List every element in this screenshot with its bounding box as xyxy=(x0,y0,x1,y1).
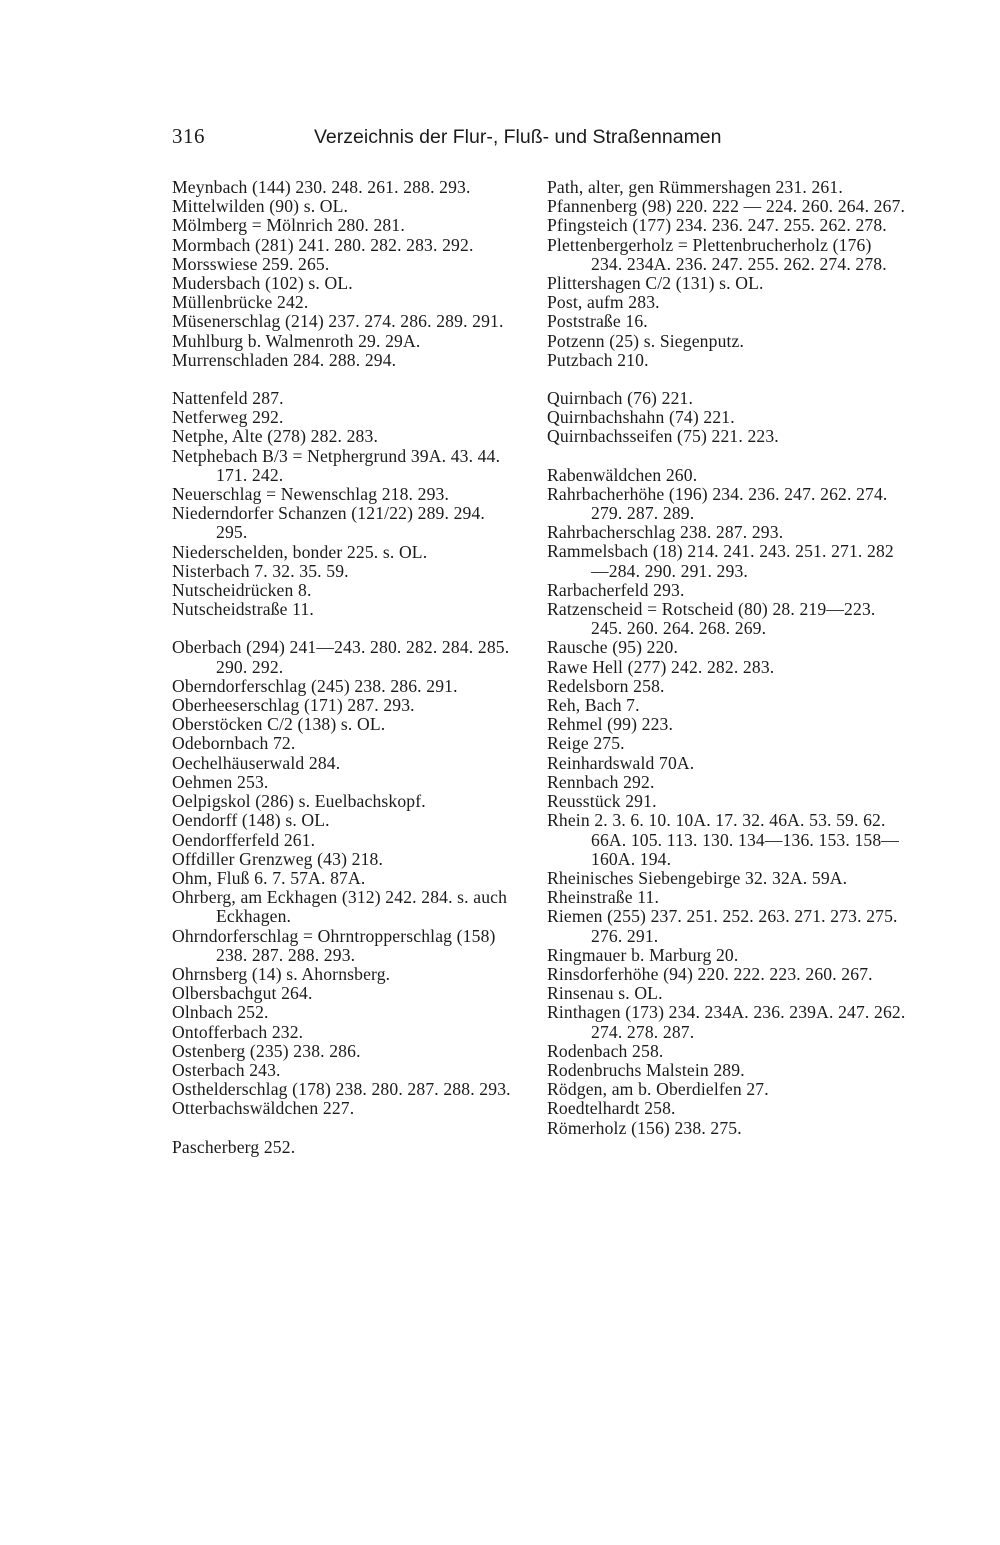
index-entry: Olnbach 252. xyxy=(172,1002,269,1023)
index-entry: Reinhardswald 70A. xyxy=(547,752,695,773)
index-column-left xyxy=(172,178,517,1157)
index-entry: Pascherberg 252. xyxy=(172,1136,296,1157)
index-entry: Ohrndorferschlag = Ohrntropperschlag (158) 238. 287. 288. 293. xyxy=(172,925,496,965)
index-entry: Nisterbach 7. 32. 35. 59. xyxy=(172,560,349,581)
index-entry: Redelsborn 258. xyxy=(547,675,665,696)
index-entry: Rabenwäldchen 260. xyxy=(547,464,698,485)
index-entry: Rhein 2. 3. 6. 10. 10A. 17. 32. 46A. 53. 59. 62. 66A. 105. 113. 130. 134—136. 153. 158—160A. 194. xyxy=(547,810,900,869)
index-entry: Poststraße 16. xyxy=(547,311,648,332)
index-entry: Ohrberg, am Eckhagen (312) 242. 284. s. auch Eckhagen. xyxy=(172,887,508,927)
index-entry: Meynbach (144) 230. 248. 261. 288. 293. xyxy=(172,177,471,197)
index-entry: Oberstöcken C/2 (138) s. OL. xyxy=(172,714,386,735)
index-entry: Odebornbach 72. xyxy=(172,733,296,754)
index-entry: Ohrnsberg (14) s. Ahornsberg. xyxy=(172,963,391,984)
index-entry: Ratzenscheid = Rotscheid (80) 28. 219—223. 245. 260. 264. 268. 269. xyxy=(547,599,876,639)
index-entry: Roedtelhardt 258. xyxy=(547,1098,676,1119)
index-entry: Rinsdorferhöhe (94) 220. 222. 223. 260. 267. xyxy=(547,963,873,984)
index-entry: Oberndorferschlag (245) 238. 286. 291. xyxy=(172,675,458,696)
index-entry: Olbersbachgut 264. xyxy=(172,983,313,1004)
index-entry: Oberbach (294) 241—243. 280. 282. 284. 285. 290. 292. xyxy=(172,637,510,677)
index-entry: Rodenbach 258. xyxy=(547,1040,664,1061)
index-entry: Putzbach 210. xyxy=(547,349,649,370)
index-entry: Muhlburg b. Walmenroth 29. 29A. xyxy=(172,330,421,351)
index-entry: Rennbach 292. xyxy=(547,771,655,792)
index-entry: Ostenberg (235) 238. 286. xyxy=(172,1040,361,1061)
index-entry: Rodenbruchs Malstein 289. xyxy=(547,1059,745,1080)
index-entry: Offdiller Grenzweg (43) 218. xyxy=(172,848,384,869)
index-entry: Rausche (95) 220. xyxy=(547,637,679,658)
index-entry: Niederndorfer Schanzen (121/22) 289. 294. 295. xyxy=(172,503,485,543)
index-column-right xyxy=(547,178,907,1138)
index-entry: Netphe, Alte (278) 282. 283. xyxy=(172,426,379,447)
index-entry: Mölmberg = Mölnrich 280. 281. xyxy=(172,215,405,236)
index-entry: Niederschelden, bonder 225. s. OL. xyxy=(172,541,428,562)
index-entry: Reige 275. xyxy=(547,733,625,754)
index-entry: Oehmen 253. xyxy=(172,771,269,792)
index-entry: Rahrbacherhöhe (196) 234. 236. 247. 262. 274. 279. 287. 289. xyxy=(547,483,888,524)
index-entry: Pfingsteich (177) 234. 236. 247. 255. 262. 278. xyxy=(547,215,887,236)
index-entry: Oechelhäuserwald 284. xyxy=(172,752,341,773)
index-entry: Römerholz (156) 238. 275. xyxy=(547,1117,742,1138)
index-entry: Potzenn (25) s. Siegenputz. xyxy=(547,330,745,351)
section-gap xyxy=(172,370,517,389)
index-entry: Rheinstraße 11. xyxy=(547,887,660,908)
running-header xyxy=(172,124,772,156)
index-entry: Path, alter, gen Rümmershagen 231. 261. xyxy=(547,177,843,197)
index-entry: Ringmauer b. Marburg 20. xyxy=(547,944,739,965)
index-entry: Mormbach (281) 241. 280. 282. 283. 292. xyxy=(172,234,474,255)
index-entry: Reusstück 291. xyxy=(547,791,657,812)
index-entry: Müllenbrücke 242. xyxy=(172,292,309,313)
index-entry: Riemen (255) 237. 251. 252. 263. 271. 273. 275. 276. 291. xyxy=(547,906,898,946)
index-entry: Reh, Bach 7. xyxy=(547,695,640,716)
index-entry: Plittershagen C/2 (131) s. OL. xyxy=(547,273,764,294)
index-entry: Murrenschladen 284. 288. 294. xyxy=(172,349,397,370)
index-entry: Quirnbach (76) 221. xyxy=(547,388,694,409)
index-entry: Rarbacherfeld 293. xyxy=(547,579,685,600)
index-entry: Rammelsbach (18) 214. 241. 243. 251. 271. 282—284. 290. 291. 293. xyxy=(547,541,894,581)
index-entry: Ontofferbach 232. xyxy=(172,1021,304,1042)
index-entry: Oendorff (148) s. OL. xyxy=(172,810,330,831)
section-gap xyxy=(547,370,907,389)
index-entry: Osterbach 243. xyxy=(172,1059,281,1080)
index-entry: Oelpigskol (286) s. Euelbachskopf. xyxy=(172,791,426,812)
index-entry: Rehmel (99) 223. xyxy=(547,714,674,735)
index-entry: Mittelwilden (90) s. OL. xyxy=(172,196,349,217)
page-number: 316 xyxy=(172,124,205,148)
index-entry: Rahrbacherschlag 238. 287. 293. xyxy=(547,522,784,543)
index-entry: Plettenbergerholz = Plettenbrucherholz (176) 234. 234A. 236. 247. 255. 262. 274. 278. xyxy=(547,234,887,274)
index-entry: Mudersbach (102) s. OL. xyxy=(172,273,353,294)
index-entry: Rödgen, am b. Oberdielfen 27. xyxy=(547,1079,769,1100)
index-entry: Post, aufm 283. xyxy=(547,292,660,313)
index-entry: Quirnbachsseifen (75) 221. 223. xyxy=(547,426,779,447)
index-entry: Osthelderschlag (178) 238. 280. 287. 288. 293. xyxy=(172,1079,511,1100)
section-gap xyxy=(172,1119,517,1138)
index-entry: Morsswiese 259. 265. xyxy=(172,253,330,274)
index-entry: Quirnbachshahn (74) 221. xyxy=(547,407,735,428)
section-gap xyxy=(172,619,517,638)
index-entry: Nattenfeld 287. xyxy=(172,388,284,409)
index-entry: Oendorfferfeld 261. xyxy=(172,829,316,850)
index-entry: Oberheeserschlag (171) 287. 293. xyxy=(172,695,415,716)
index-entry: Netphebach B/3 = Netphergrund 39A. 43. 44. 171. 242. xyxy=(172,445,501,485)
index-entry: Ohm, Fluß 6. 7. 57A. 87A. xyxy=(172,867,366,888)
index-entry: Otterbachswäldchen 227. xyxy=(172,1098,355,1119)
section-gap xyxy=(547,447,907,466)
index-entry: Netferweg 292. xyxy=(172,407,284,428)
page-title: Verzeichnis der Flur-, Fluß- und Straßennamen xyxy=(314,126,722,148)
index-entry: Müsenerschlag (214) 237. 274. 286. 289. 291. xyxy=(172,311,504,332)
index-entry: Nutscheidrücken 8. xyxy=(172,580,312,601)
index-entry: Nutscheidstraße 11. xyxy=(172,599,314,620)
index-entry: Rheinisches Siebengebirge 32. 32A. 59A. xyxy=(547,867,848,888)
index-entry: Rinsenau s. OL. xyxy=(547,983,663,1004)
index-entry: Pfannenberg (98) 220. 222 — 224. 260. 264. 267. xyxy=(547,196,906,217)
index-entry: Rawe Hell (277) 242. 282. 283. xyxy=(547,656,775,677)
index-entry: Rinthagen (173) 234. 234A. 236. 239A. 247. 262. 274. 278. 287. xyxy=(547,1002,906,1042)
index-entry: Neuerschlag = Newenschlag 218. 293. xyxy=(172,484,450,505)
